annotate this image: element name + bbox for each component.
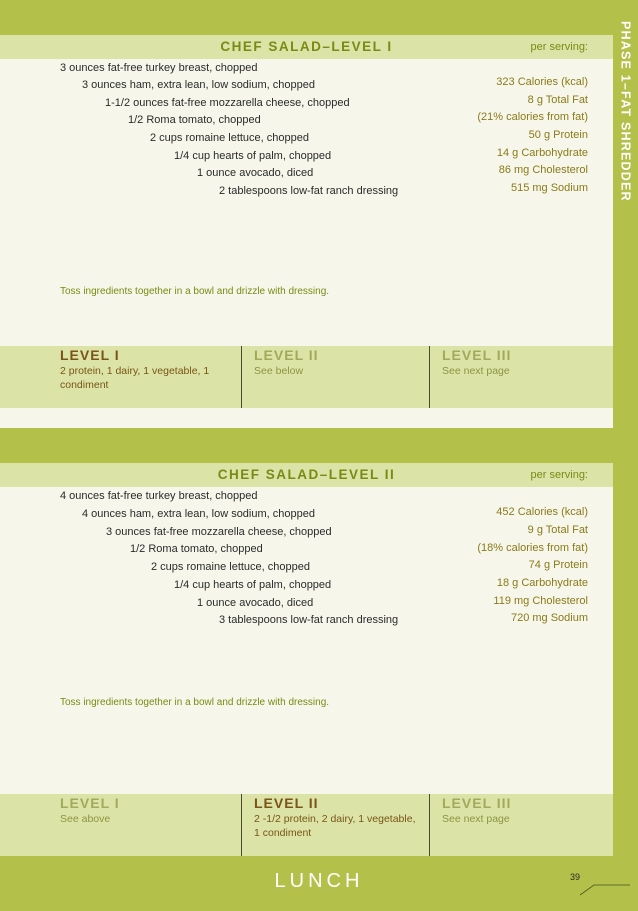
recipe-2-ingredient: 1/4 cup hearts of palm, chopped xyxy=(174,579,332,591)
recipe-2-nutrition: 9 g Total Fat xyxy=(527,524,588,536)
recipe-2-title: CHEF SALAD–LEVEL II xyxy=(217,467,396,482)
recipe-2-title-band xyxy=(0,463,613,487)
recipe-2-level-3 xyxy=(442,794,612,856)
recipe-2-level-2 xyxy=(254,794,424,856)
level-label: LEVEL III xyxy=(442,347,512,363)
recipe-1-level-2 xyxy=(254,346,424,408)
recipe-2-ingredient: 4 ounces ham, extra lean, low sodium, chopped xyxy=(82,508,315,520)
recipe-1-instructions: Toss ingredients together in a bowl and drizzle with dressing. xyxy=(60,286,330,297)
recipe-1-ingredient: 2 cups romaine lettuce, chopped xyxy=(150,132,309,144)
recipe-1-level-3 xyxy=(442,346,612,408)
recipe-1-ingredient: 1 ounce avocado, diced xyxy=(197,167,314,179)
recipe-1-nutrition: 515 mg Sodium xyxy=(510,182,588,194)
recipe-2-nutrition: 720 mg Sodium xyxy=(510,612,588,624)
recipe-1-body xyxy=(0,59,613,346)
recipe-1-nutrition: 14 g Carbohydrate xyxy=(496,147,588,159)
page-number-rule xyxy=(580,884,630,896)
level-label: LEVEL I xyxy=(60,795,120,811)
recipe-1-ingredient: 3 ounces ham, extra lean, low sodium, chopped xyxy=(82,79,315,91)
level-text: See next page xyxy=(442,813,510,825)
recipe-2-ingredient: 4 ounces fat-free turkey breast, chopped xyxy=(60,490,258,502)
level-divider xyxy=(241,346,242,408)
recipe-2-nutrition: (18% calories from fat) xyxy=(477,542,588,554)
recipe-2-instructions: Toss ingredients together in a bowl and drizzle with dressing. xyxy=(60,697,330,708)
page-number: 39 xyxy=(570,872,581,882)
recipe-1-ingredient: 1/4 cup hearts of palm, chopped xyxy=(174,150,332,162)
recipe-2-nutrition: 452 Calories (kcal) xyxy=(496,506,588,518)
level-text: See next page xyxy=(442,365,510,377)
recipe-2-level-1 xyxy=(60,794,230,856)
recipe-1-title-band xyxy=(0,35,613,59)
level-label: LEVEL III xyxy=(442,795,512,811)
recipe-1-nutrition: 8 g Total Fat xyxy=(527,94,588,106)
recipe-1-nutrition: 323 Calories (kcal) xyxy=(496,76,588,88)
level-label: LEVEL I xyxy=(60,347,120,363)
level-divider xyxy=(241,794,242,856)
recipe-2-levels xyxy=(0,794,613,856)
section-title: LUNCH xyxy=(274,870,364,892)
section-divider-band xyxy=(0,428,613,463)
recipe-1-title: CHEF SALAD–LEVEL I xyxy=(220,39,393,54)
recipe-2-body xyxy=(0,487,613,794)
recipe-2-nutrition: 74 g Protein xyxy=(528,559,588,571)
recipe-2-per-serving: per serving: xyxy=(530,469,588,481)
level-divider xyxy=(429,346,430,408)
recipe-1-nutrition: (21% calories from fat) xyxy=(477,111,588,123)
recipe-1-ingredient: 1/2 Roma tomato, chopped xyxy=(128,114,261,126)
level-label: LEVEL II xyxy=(254,795,319,811)
recipe-1-ingredient: 1-1/2 ounces fat-free mozzarella cheese, chopped xyxy=(105,97,350,109)
level-text: 2 protein, 1 dairy, 1 vegetable, 1 condiment xyxy=(60,365,210,391)
recipe-1-ingredient: 3 ounces fat-free turkey breast, chopped xyxy=(60,62,258,74)
recipe-2-ingredient: 1 ounce avocado, diced xyxy=(197,597,314,609)
level-divider xyxy=(429,794,430,856)
recipe-2-ingredient: 3 tablespoons low-fat ranch dressing xyxy=(219,614,399,626)
side-tab-label: PHASE 1–FAT SHREDDER xyxy=(618,20,633,202)
recipe-2-ingredient: 2 cups romaine lettuce, chopped xyxy=(151,561,310,573)
recipe-1-nutrition: 50 g Protein xyxy=(528,129,588,141)
level-text: See above xyxy=(60,813,111,825)
recipe-1-nutrition: 86 mg Cholesterol xyxy=(498,164,588,176)
page-footer xyxy=(0,856,638,911)
recipe-1-per-serving: per serving: xyxy=(530,41,588,53)
spacer xyxy=(0,408,613,428)
recipe-2-nutrition: 18 g Carbohydrate xyxy=(496,577,588,589)
recipe-2-nutrition: 119 mg Cholesterol xyxy=(493,595,588,607)
recipe-2-ingredient: 1/2 Roma tomato, chopped xyxy=(130,543,263,555)
level-text: 2 -1/2 protein, 2 dairy, 1 vegetable, 1 condiment xyxy=(254,813,416,839)
recipe-1-ingredient: 2 tablespoons low-fat ranch dressing xyxy=(219,185,399,197)
level-label: LEVEL II xyxy=(254,347,319,363)
recipe-1-level-1 xyxy=(60,346,230,408)
recipe-2-ingredient: 3 ounces fat-free mozzarella cheese, chopped xyxy=(106,526,332,538)
recipe-1-levels xyxy=(0,346,613,408)
level-text: See below xyxy=(254,365,304,377)
